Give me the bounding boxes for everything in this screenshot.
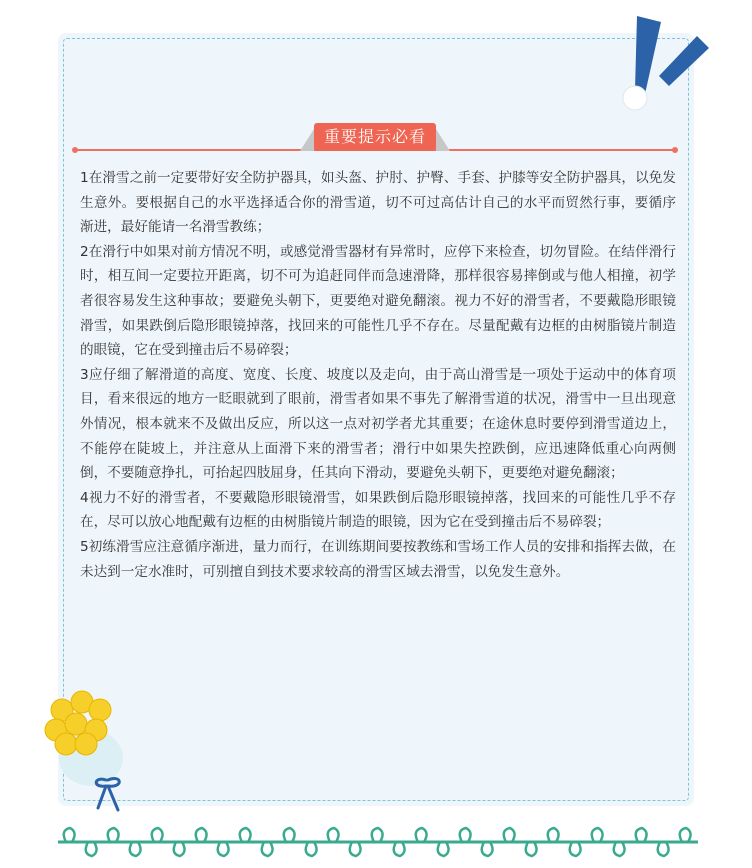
tip-paragraph: 2在滑行中如果对前方情况不明，或感觉滑雪器材有异常时，应停下来检查，切勿冒险。在结伴滑行时，相互间一定要拉开距离，切不可为追赶同伴而急速滑降，那样很容易摔倒或与他人相撞，初学者很容易发生这种事故；要避免头朝下，更要绝对避免翻滚。视力不好的滑雪者，不要戴隐形眼镜滑雪，如果跌倒后隐形眼镜掉落，找回来的可能性几乎不存在。尽量配戴有边框的由树脂镜片制造的眼镜，它在受到撞击后不易碎裂； (80, 243, 676, 359)
flower-icon (36, 680, 136, 820)
tip-paragraph: 3应仔细了解滑道的高度、宽度、长度、坡度以及走向，由于高山滑雪是一项处于运动中的体育项目，看来很远的地方一眨眼就到了眼前，滑雪者如果不事先了解滑雪道的状况，滑雪中一旦出现意外情况，根本就来不及做出反应，所以这一点对初学者尤其重要；在途休息时要停到滑雪道边上，不能停在陡坡上，并注意从上面滑下来的滑雪者；滑行中如果失控跌倒，应迅速降低重心向两侧倒，不要随意挣扎，可抬起四肢屈身，任其向下滑动，要避免头朝下，更要绝对避免翻滚； (80, 366, 676, 482)
bookmark-icon (615, 14, 715, 114)
vine-icon (58, 822, 698, 862)
title-banner (300, 123, 450, 151)
tip-paragraph: 1在滑雪之前一定要带好安全防护器具，如头盔、护肘、护臀、手套、护膝等安全防护器具，以免发生意外。要根据自己的水平选择适合你的滑雪道，切不可过高估计自己的水平而贸然行事，要循序渐进，最好能请一名滑雪教练； (80, 170, 676, 236)
tip-paragraph: 5初练滑雪应注意循序渐进，量力而行，在训练期间要按教练和雪场工作人员的安排和指挥去做，在未达到一定水准时，可别擅自到技术要求较高的滑雪区域去滑雪，以免发生意外。 (80, 538, 676, 580)
page-title: 重要提示必看 (314, 123, 436, 151)
tips-content (80, 166, 676, 584)
tip-paragraph: 4视力不好的滑雪者，不要戴隐形眼镜滑雪，如果跌倒后隐形眼镜掉落，找回来的可能性几乎不存在，尽可以放心地配戴有边框的由树脂镜片制造的眼镜，因为它在受到撞击后不易碎裂； (80, 489, 676, 531)
